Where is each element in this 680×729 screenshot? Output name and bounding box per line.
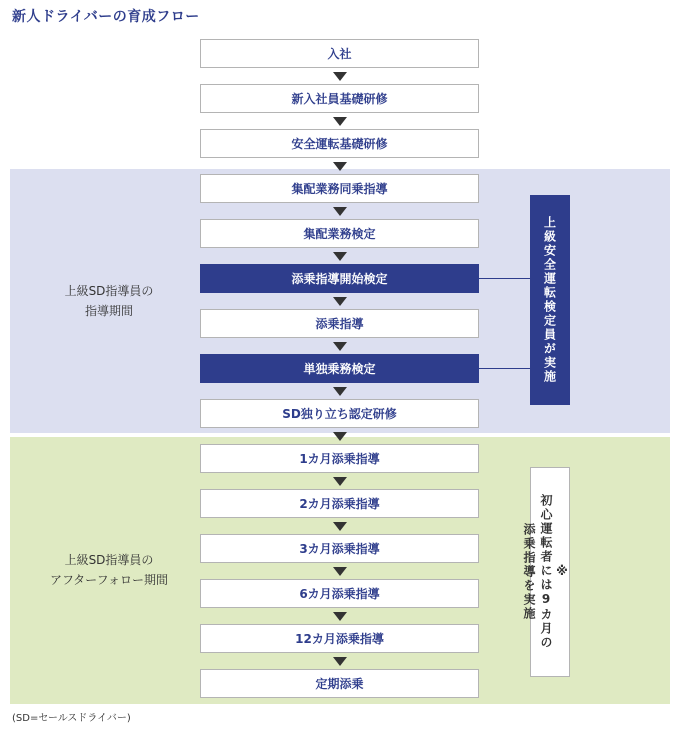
flow-arrow-down-icon	[333, 252, 347, 261]
flow-arrow-down-icon	[333, 477, 347, 486]
step-ride-along-start-exam: 添乗指導開始検定	[200, 264, 479, 293]
step-sd-independence-training: SD独り立ち認定研修	[200, 399, 479, 428]
flow-arrow-down-icon	[333, 117, 347, 126]
note-mark: ※	[555, 564, 569, 580]
sd-training-period-label	[34, 281, 184, 321]
step-3-month-ride-along: 3カ月添乗指導	[200, 534, 479, 563]
step-6-month-ride-along: 6カ月添乗指導	[200, 579, 479, 608]
step-12-month-ride-along: 12カ月添乗指導	[200, 624, 479, 653]
step-2-month-ride-along: 2カ月添乗指導	[200, 489, 479, 518]
step-ride-along-guidance: 添乗指導	[200, 309, 479, 338]
footnote: (SD=セールスドライバー)	[12, 713, 131, 724]
note-text-line1: 初心運転者には9カ月の	[539, 494, 553, 650]
flow-arrow-down-icon	[333, 612, 347, 621]
flow-arrow-down-icon	[333, 297, 347, 306]
step-1-month-ride-along: 1カ月添乗指導	[200, 444, 479, 473]
flow-arrow-down-icon	[333, 387, 347, 396]
sd-training-label-line1: 上級SD指導員の	[64, 284, 154, 298]
flow-arrow-down-icon	[333, 342, 347, 351]
step-regular-ride-along: 定期添乗	[200, 669, 479, 698]
connector-line	[479, 278, 530, 279]
inspector-note-box: 上級安全運転検定員が実施	[530, 195, 570, 405]
step-new-employee-basic-training: 新入社員基礎研修	[200, 84, 479, 113]
flow-arrow-down-icon	[333, 522, 347, 531]
sd-followup-label-line1: 上級SD指導員の	[64, 553, 154, 567]
page-title: 新人ドライバーの育成フロー	[12, 9, 200, 25]
step-joining: 入社	[200, 39, 479, 68]
beginner-driver-note-box	[522, 467, 570, 677]
step-solo-duty-exam: 単独乗務検定	[200, 354, 479, 383]
flow-arrow-down-icon	[333, 207, 347, 216]
step-delivery-exam: 集配業務検定	[200, 219, 479, 248]
connector-line	[479, 368, 530, 369]
flow-arrow-down-icon	[333, 657, 347, 666]
flow-arrow-down-icon	[333, 72, 347, 81]
sd-training-label-line2: 指導期間	[84, 304, 133, 318]
step-delivery-ride-along: 集配業務同乗指導	[200, 174, 479, 203]
flow-arrow-down-icon	[333, 432, 347, 441]
sd-followup-period-label	[34, 550, 184, 590]
flow-arrow-down-icon	[333, 162, 347, 171]
step-safe-driving-basic-training: 安全運転基礎研修	[200, 129, 479, 158]
sd-followup-label-line2: アフターフォロー期間	[50, 573, 168, 587]
note-text-line2: 添乗指導を実施	[522, 523, 536, 621]
flow-arrow-down-icon	[333, 567, 347, 576]
